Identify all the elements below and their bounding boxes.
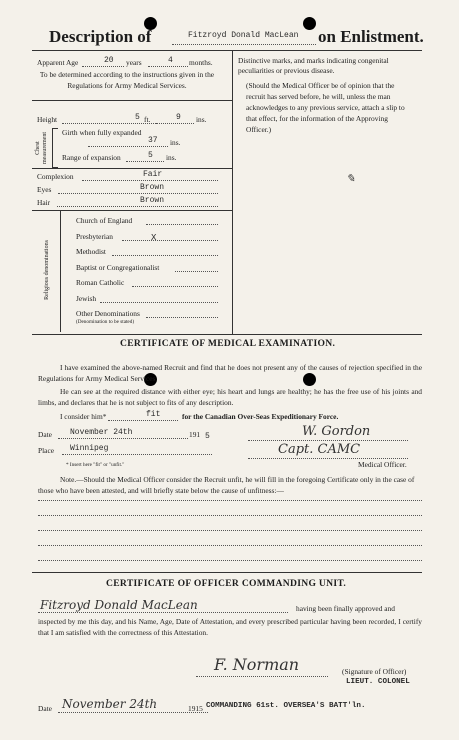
fit-value: fit	[146, 410, 161, 419]
eyes-value: Brown	[140, 183, 165, 192]
height-ft-value: 5	[135, 113, 140, 122]
religion-line-6	[146, 317, 218, 318]
unfit-line-3	[38, 530, 422, 531]
height-ins-value: 9	[176, 113, 181, 122]
complexion-line	[82, 180, 218, 181]
hair-label: Hair	[37, 198, 51, 207]
medical-year-suffix: 5	[205, 432, 210, 441]
eyes-line	[58, 193, 218, 194]
medical-date-line	[58, 438, 188, 439]
religion-line-5	[100, 302, 218, 303]
years-value: 20	[104, 56, 114, 65]
header-on-enlistment: on Enlistment.	[318, 27, 424, 46]
commanding-date-line	[58, 712, 208, 713]
religion-church-of-england: Church of England	[76, 216, 133, 225]
left-rule-3	[32, 210, 232, 211]
commanding-para-start: having been finally approved and	[296, 604, 395, 613]
unfit-line-1	[38, 500, 422, 501]
medical-para-1: I have examined the above-named Recruit and find that he does not present any of the causes of rejection specified in the Regulations for Army Medical Services.	[38, 363, 422, 383]
religion-methodist: Methodist	[76, 247, 106, 256]
other-denom-note: (Denomination to be stated)	[76, 319, 135, 325]
left-rule-1	[32, 100, 232, 101]
place-line	[62, 454, 212, 455]
unfit-line-4	[38, 545, 422, 546]
header-name-value: Fitzroyd Donald MacLean	[188, 31, 299, 40]
fit-line	[108, 420, 178, 421]
marks-title: Distinctive marks, and marks indicating congenital peculiarities or previous disease.	[238, 56, 389, 75]
commanding-year: 1915	[188, 704, 203, 713]
section-rule-2	[32, 572, 422, 573]
eyes-label: Eyes	[37, 185, 52, 194]
commanding-date-label: Date	[38, 704, 52, 713]
range-value: 5	[148, 151, 153, 160]
years-label: years	[126, 58, 142, 67]
months-line	[148, 66, 188, 67]
hair-line	[57, 206, 218, 207]
medical-signature-line-1	[248, 440, 408, 441]
apparent-age-label: Apparent Age	[37, 58, 79, 67]
religion-line-3	[175, 271, 218, 272]
religion-other: Other Denominations	[76, 309, 140, 318]
girth-label: Girth when fully expanded	[62, 128, 142, 137]
months-value: 4	[168, 56, 173, 65]
complexion-label: Complexion	[37, 172, 74, 181]
commanding-unit: COMMANDING 61st. OVERSEA'S BATT'ln.	[206, 702, 366, 710]
header-description-of: Description of	[49, 27, 152, 46]
age-note: To be determined according to the instructions given in the Regulations for Army Medical Services.	[39, 70, 215, 90]
religion-line-2	[112, 255, 218, 256]
medical-signature-1: W. Gordon	[302, 424, 371, 439]
religion-roman-catholic: Roman Catholic	[76, 278, 125, 287]
commanding-date-value: November 24th	[62, 697, 158, 711]
chest-brace	[52, 128, 58, 168]
height-ins-line	[156, 123, 194, 124]
unfit-line-2	[38, 515, 422, 516]
height-label: Height	[37, 115, 58, 124]
ins-label: ins.	[196, 115, 207, 124]
chest-group-label: Chest measurement	[35, 132, 48, 164]
medical-signature-line-2	[248, 458, 408, 459]
signature-of-officer-label: (Signature of Officer)	[342, 667, 407, 676]
commanding-signature: F. Norman	[214, 655, 300, 674]
medical-date-label: Date	[38, 430, 52, 439]
medical-date-value: November 24th	[70, 428, 133, 437]
marks-value: ✎	[346, 172, 356, 185]
insert-note: * Insert here "fit" or "unfit."	[66, 462, 125, 468]
complexion-value: Fair	[143, 170, 163, 179]
medical-para-2: He can see at the required distance with either eye; his heart and lungs are healthy; he has the free use of his joints and limbs, and declares that he is not subject to fits of any description.	[38, 387, 422, 407]
column-divider	[232, 50, 233, 334]
religion-line-1	[122, 240, 218, 241]
consider-label: I consider him*	[60, 412, 107, 421]
ft-label: ft.	[144, 115, 151, 124]
medical-officer-label: Medical Officer.	[358, 460, 407, 469]
commanding-name-line	[38, 612, 288, 613]
commanding-signature-line	[196, 676, 328, 677]
medical-year-prefix: 191	[189, 430, 201, 439]
religion-group-label: Religious denominations	[44, 240, 50, 300]
girth-line	[88, 146, 168, 147]
range-line	[126, 161, 164, 162]
commanding-name: Fitzroyd Donald MacLean	[40, 598, 198, 612]
commanding-rank: LIEUT. COLONEL	[346, 678, 410, 686]
religion-presbyterian: Presbyterian	[76, 232, 113, 241]
header-name-line	[172, 44, 316, 45]
medical-certificate-title: CERTIFICATE OF MEDICAL EXAMINATION.	[120, 338, 336, 349]
place-value: Winnipeg	[70, 444, 109, 453]
commanding-para-rest: inspected by me this day, and his Name, Age, Date of Attestation, and every prescribed particular having been recorded, I certify that I am satisfied with the correctness of this Attestation.	[38, 617, 422, 637]
religion-jewish: Jewish	[76, 294, 97, 303]
for-force-label: for the Canadian Over-Seas Expeditionary Force.	[182, 412, 339, 421]
religion-baptist: Baptist or Congregationalist	[76, 263, 160, 272]
girth-ins-label: ins.	[170, 138, 181, 147]
hair-value: Brown	[140, 196, 165, 205]
header-rule	[32, 50, 422, 51]
punch-hole-top-right	[303, 17, 316, 30]
religion-line-0	[146, 224, 218, 225]
left-rule-2	[32, 168, 232, 169]
religion-mark: X	[151, 233, 157, 243]
medical-signature-2: Capt. CAMC	[278, 442, 361, 457]
years-line	[82, 66, 124, 67]
religion-brace	[60, 210, 61, 332]
girth-value: 37	[148, 136, 158, 145]
months-label: months.	[189, 58, 213, 67]
section-rule-1	[32, 334, 422, 335]
place-label: Place	[38, 446, 55, 455]
commanding-certificate-title: CERTIFICATE OF OFFICER COMMANDING UNIT.	[106, 578, 347, 589]
range-label: Range of expansion	[62, 153, 121, 162]
religion-line-4	[132, 286, 218, 287]
unfit-line-5	[38, 560, 422, 561]
medical-note: Note.—Should the Medical Officer consider the Recruit unfit, he will fill in the foregoing Certificate only in the case of those who have been attested, and will briefly state below the cause of unfitness:—	[38, 475, 415, 495]
range-ins-label: ins.	[166, 153, 177, 162]
marks-note: (Should the Medical Officer be of opinion that the recruit has served before, he will, unless the man acknowledges to any previous service, attach a slip to that effect, for the information of the Approving Officer.)	[246, 81, 405, 134]
